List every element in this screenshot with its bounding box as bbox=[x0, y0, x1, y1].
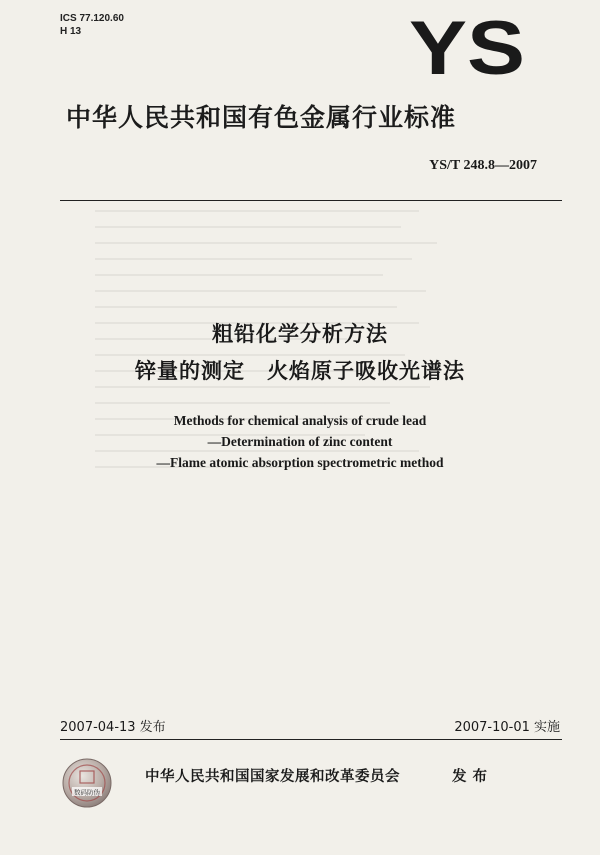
issuing-authority: 中华人民共和国国家发展和改革委员会 bbox=[145, 769, 400, 785]
title-en-line2: —Determination of zinc content bbox=[207, 434, 393, 449]
title-en-line1: Methods for chemical analysis of crude lead bbox=[173, 413, 427, 428]
top-divider bbox=[60, 200, 562, 201]
classification-codes bbox=[60, 12, 124, 38]
title-en bbox=[0, 410, 600, 473]
title-en-line3: —Flame atomic absorption spectrometric method bbox=[156, 455, 444, 470]
class-code: H 13 bbox=[60, 26, 82, 37]
seal-text: 数码防伪 bbox=[74, 788, 100, 797]
bottom-divider bbox=[60, 739, 562, 740]
title-cn-line1: 粗铅化学分析方法 bbox=[212, 322, 388, 346]
implementation-date: 2007-10-01 实施 bbox=[454, 720, 560, 735]
anti-counterfeit-seal bbox=[62, 758, 112, 808]
ys-logo-text: YS bbox=[409, 14, 525, 80]
organization-title: 中华人民共和国有色金属行业标准 bbox=[66, 103, 457, 132]
ics-code: ICS 77.120.60 bbox=[60, 13, 124, 24]
publish-date: 2007-04-13 发布 bbox=[60, 720, 166, 735]
ys-logo bbox=[408, 14, 526, 80]
title-cn-line2: 锌量的测定 火焰原子吸收光谱法 bbox=[135, 359, 465, 383]
issue-action: 发布 bbox=[452, 769, 493, 785]
standard-number: YS/T 248.8—2007 bbox=[429, 158, 537, 173]
